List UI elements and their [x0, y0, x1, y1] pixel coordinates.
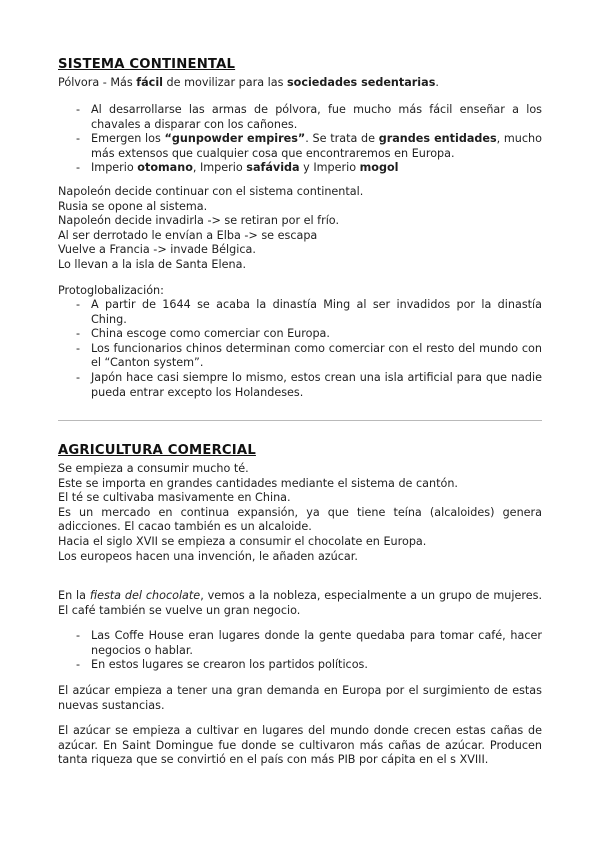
- section-title-agricultura-comercial: AGRICULTURA COMERCIAL: [58, 443, 256, 458]
- list-item: - Japón hace casi siempre lo mismo, estos crean una isla artificial para que nadie pueda entrar excepto los Holandeses.: [58, 371, 542, 400]
- text-line: Al ser derrotado le envían a Elba -> se escapa: [58, 228, 318, 242]
- list-item: - A partir de 1644 se acaba la dinastía Ming al ser invadidos por la dinastía Ching.: [58, 298, 542, 327]
- list-item: - China escoge como comerciar con Europa.: [58, 327, 542, 342]
- text-line: Hacia el siglo XVII se empieza a consumir el chocolate en Europa.: [58, 534, 427, 548]
- text-line: Lo llevan a la isla de Santa Elena.: [58, 257, 246, 271]
- intro-polvora: Pólvora - Más fácil de movilizar para las sociedades sedentarias.: [58, 76, 439, 89]
- list-item: - Los funcionarios chinos determinan como comerciar con el resto del mundo con el “Canton system”.: [58, 342, 542, 371]
- protoglobalizacion-label: Protoglobalización:: [58, 284, 164, 297]
- section-title-sistema-continental: SISTEMA CONTINENTAL: [58, 57, 236, 72]
- section-divider: [58, 420, 542, 421]
- list-item: - Emergen los “gunpowder empires”. Se trata de grandes entidades, mucho más extensos que cualquier cosa que encontraremos en Europa.: [58, 132, 542, 161]
- text-line: Napoleón decide invadirla -> se retiran por el frío.: [58, 214, 340, 228]
- text-line: Se empieza a consumir mucho té.: [58, 462, 249, 475]
- list-item: - Al desarrollarse las armas de pólvora, fue mucho más fácil enseñar a los chavales a disparar con los cañones.: [58, 103, 542, 132]
- azucar-paragraph-1: El azúcar empieza a tener una gran demanda en Europa por el surgimiento de estas nuevas sustancias.: [58, 684, 542, 712]
- coffee-list: [58, 629, 542, 673]
- napoleon-lines: [58, 185, 542, 273]
- text-line: Los europeos hacen una invención, le añaden azúcar.: [58, 549, 358, 563]
- list-item: - En estos lugares se crearon los partidos políticos.: [58, 658, 542, 673]
- fiesta-paragraph: En la fiesta del chocolate, vemos a la nobleza, especialmente a un grupo de mujeres. El café también se vuelve un gran negocio.: [58, 589, 543, 617]
- protoglobalizacion-list: [58, 298, 542, 400]
- gunpowder-list: [58, 103, 542, 176]
- text-line: El té se cultivaba masivamente en China.: [58, 491, 291, 505]
- text-line: Rusia se opone al sistema.: [58, 199, 208, 213]
- te-lines: [58, 462, 542, 564]
- text-line: Este se importa en grandes cantidades mediante el sistema de cantón.: [58, 476, 458, 490]
- paragraph: Es un mercado en continua expansión, ya que tiene teína (alcaloides) genera adicciones. El cacao también es un alcaloide.: [58, 505, 542, 534]
- list-item: - Las Coffe House eran lugares donde la gente quedaba para tomar café, hacer negocios o hablar.: [58, 629, 542, 658]
- list-item: - Imperio otomano, Imperio safávida y Imperio mogol: [58, 161, 542, 176]
- azucar-paragraph-2: El azúcar se empieza a cultivar en lugares del mundo donde crecen estas cañas de azúcar. En Saint Domingue fue donde se cultivaron más cañas de azúcar. Producen tanta riqueza que se convirtió en el país con más PIB por cápita en el s XVIII.: [58, 724, 542, 767]
- text-line: Napoleón decide continuar con el sistema continental.: [58, 185, 364, 198]
- text-line: Vuelve a Francia -> invade Bélgica.: [58, 243, 256, 257]
